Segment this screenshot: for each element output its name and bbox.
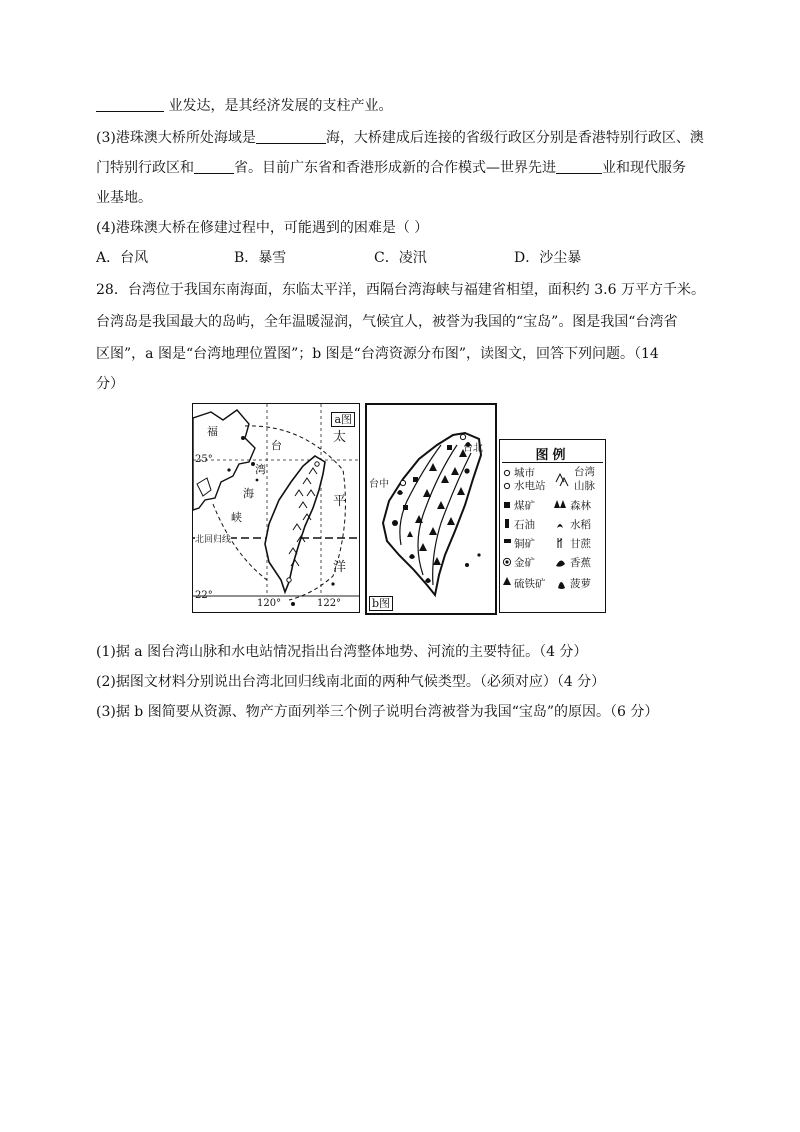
legend-pineapple: 菠萝 bbox=[570, 578, 591, 590]
line-text: 省。目前广东省和香港形成新的合作模式—世界先进 bbox=[234, 160, 556, 176]
sub-question-3: (3)据 b 图简要从资源、物产方面列举三个例子说明台湾被誉为我国“宝岛”的原因。（6 分） bbox=[96, 704, 659, 720]
question-28-line-3: 区图”，a 图是“台湾地理位置图”；b 图是“台湾资源分布图”，读图文，回答下列问题。（14 bbox=[96, 346, 659, 362]
question-3-line-1 bbox=[96, 128, 704, 148]
line-text: 海，大桥建成后连接的省级行政区分别是香港特别行政区、澳 bbox=[325, 130, 704, 146]
question-4: (4)港珠澳大桥在修建过程中，可能遇到的困难是（ ） bbox=[96, 220, 429, 236]
legend-mountains-1: 台湾 bbox=[574, 466, 595, 478]
legend-copper: 铜矿 bbox=[514, 538, 535, 550]
option-c[interactable]: C．凌汛 bbox=[374, 250, 427, 266]
option-d[interactable]: D．沙尘暴 bbox=[514, 250, 582, 266]
legend-banana: 香蕉 bbox=[570, 557, 591, 569]
answer-blank[interactable] bbox=[556, 159, 602, 174]
legend-hydro: 水电站 bbox=[514, 480, 546, 492]
label-lat-25: 25° bbox=[195, 454, 213, 465]
answer-blank[interactable] bbox=[194, 159, 234, 174]
map-b-drawing bbox=[367, 405, 495, 613]
label-wan: 湾 bbox=[255, 463, 266, 476]
label-fu: 福 bbox=[207, 425, 218, 438]
label-tai: 台 bbox=[271, 439, 282, 452]
label-pacific-3: 洋 bbox=[333, 560, 347, 575]
sub-question-1: (1)据 a 图台湾山脉和水电站情况指出台湾整体地势、河流的主要特征。（4 分） bbox=[96, 644, 588, 660]
map-b-tag: b图 bbox=[369, 596, 393, 611]
taiwan-figure bbox=[192, 403, 608, 615]
legend-mountains-2: 山脉 bbox=[574, 480, 595, 492]
label-xia: 峡 bbox=[231, 511, 242, 524]
label-taizhong: 台中 bbox=[369, 479, 389, 490]
option-b[interactable]: B．暴雪 bbox=[234, 250, 287, 266]
legend-sugarcane: 甘蔗 bbox=[570, 538, 591, 550]
text-line-1 bbox=[96, 96, 392, 116]
map-b bbox=[365, 403, 497, 615]
legend-city: 城市 bbox=[514, 467, 535, 479]
line-text: 业发达，是其经济发展的支柱产业。 bbox=[164, 98, 393, 114]
line-text: 门特别行政区和 bbox=[96, 160, 194, 176]
question-4-options bbox=[96, 248, 581, 268]
option-a[interactable]: A．台风 bbox=[96, 250, 149, 266]
line-text: 业和现代服务 bbox=[602, 160, 686, 176]
legend-pyrite: 硫铁矿 bbox=[514, 578, 546, 590]
legend-title: 图例 bbox=[535, 448, 570, 463]
legend bbox=[499, 439, 606, 613]
legend-gold: 金矿 bbox=[514, 557, 535, 569]
question-3-line-3: 业基地。 bbox=[96, 190, 152, 206]
label-taibei: 台北 bbox=[463, 443, 483, 454]
sub-question-2: (2)据图文材料分别说出台湾北回归线南北面的两种气候类型。（必须对应）（4 分） bbox=[96, 674, 606, 690]
map-a-tag: a图 bbox=[331, 412, 355, 427]
legend-rice: 水稻 bbox=[570, 519, 591, 531]
answer-blank[interactable] bbox=[256, 129, 326, 144]
question-28-line-4: 分） bbox=[96, 376, 124, 392]
legend-forest: 森林 bbox=[570, 500, 591, 512]
question-3-line-2 bbox=[96, 158, 686, 178]
label-pacific-2: 平 bbox=[333, 494, 347, 509]
answer-blank[interactable] bbox=[96, 97, 164, 112]
label-lon-122: 122° bbox=[317, 598, 342, 609]
label-hai: 海 bbox=[243, 487, 254, 500]
line-text: (3)港珠澳大桥所处海域是 bbox=[96, 130, 256, 146]
map-a bbox=[192, 403, 360, 613]
label-lat-22: 22° bbox=[195, 590, 213, 601]
label-lon-120: 120° bbox=[257, 598, 282, 609]
question-28-line-1: 28．台湾位于我国东南海面，东临太平洋，西隔台湾海峡与福建省相望，面积约 3.6 万平方千米。 bbox=[96, 282, 705, 298]
label-pacific-1: 太 bbox=[333, 430, 347, 445]
question-28-line-2: 台湾岛是我国最大的岛屿，全年温暖湿润，气候宜人，被誉为我国的“宝岛”。图是我国“台湾省 bbox=[96, 314, 678, 330]
label-tropic: 北回归线 bbox=[195, 535, 232, 545]
legend-coal: 煤矿 bbox=[514, 500, 535, 512]
legend-oil: 石油 bbox=[514, 519, 535, 531]
